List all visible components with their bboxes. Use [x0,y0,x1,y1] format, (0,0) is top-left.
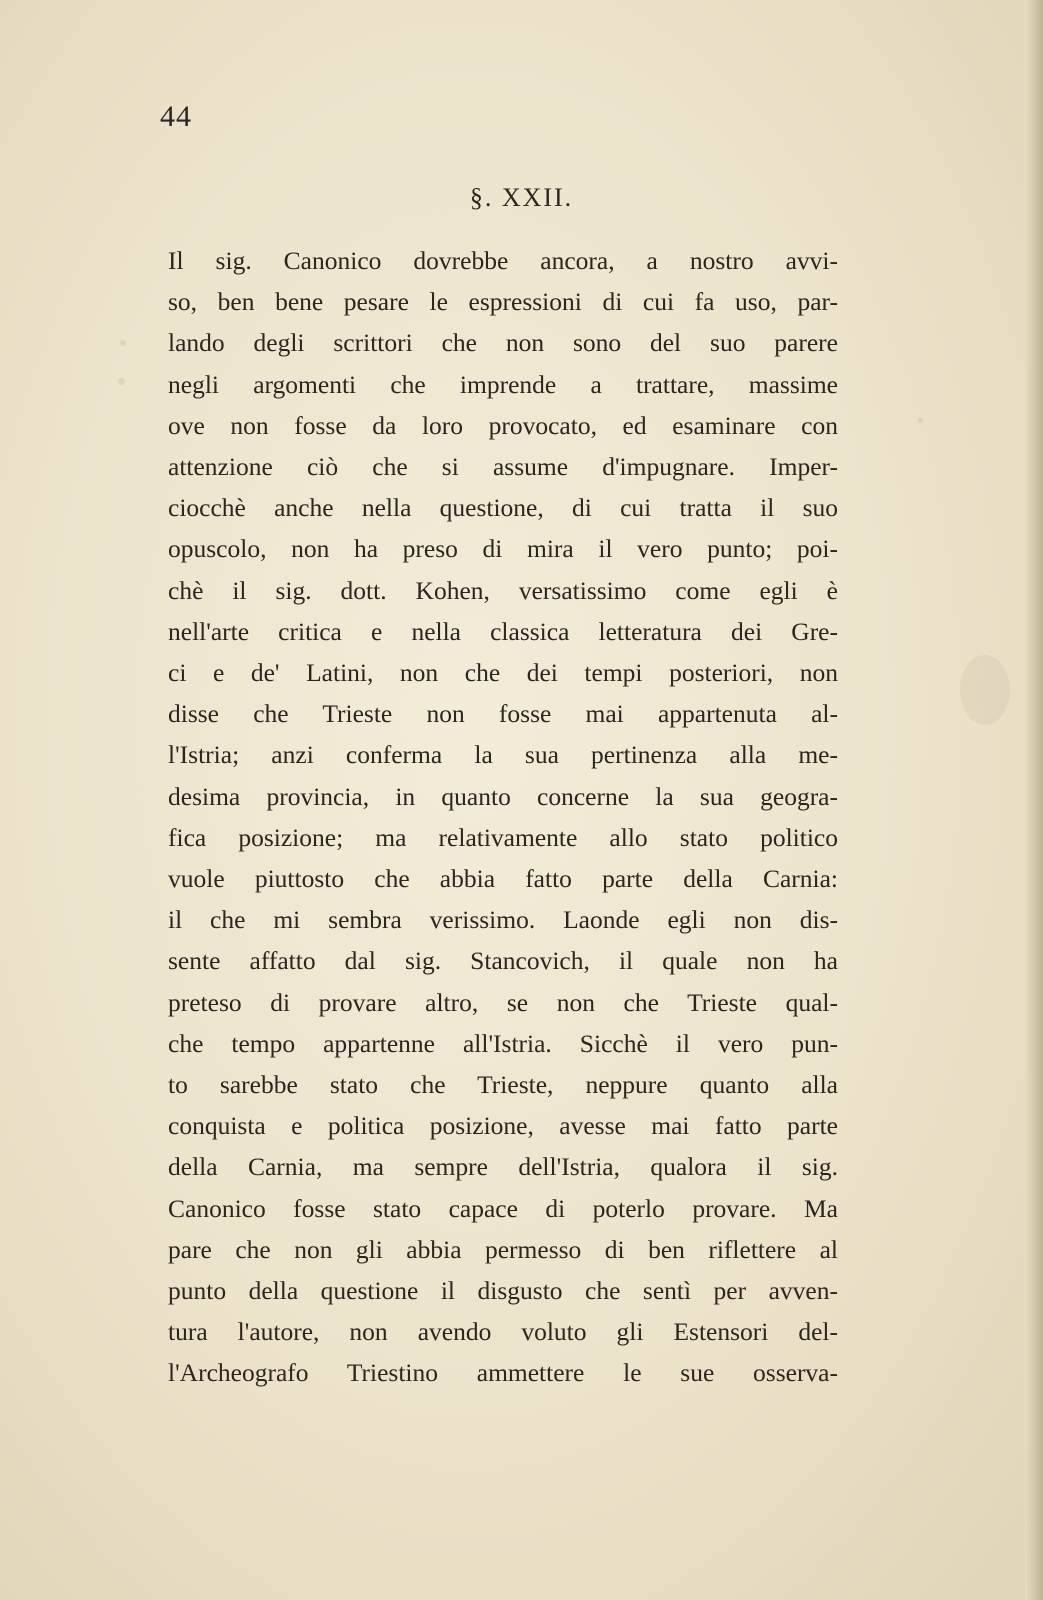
text-line: attenzione ciò che si assume d'impugnare. Imper- [168,452,838,482]
ink-spot [118,378,125,385]
text-line: nell'arte critica e nella classica letteratura dei Gre- [168,616,838,646]
text-line: so, ben bene pesare le espressioni di cui fa uso, par- [168,287,838,317]
text-line: Il sig. Canonico dovrebbe ancora, a nostro avvi- [168,246,838,275]
ink-spot [918,418,923,423]
text-line: pare che non gli abbia permesso di ben riflettere al [168,1234,838,1264]
text-line: ove non fosse da loro provocato, ed esaminare con [168,410,838,440]
text-line: fica posizione; ma relativamente allo stato politico [168,822,838,852]
text-line: conquista e politica posizione, avesse mai fatto parte [168,1111,838,1141]
text-line: opuscolo, non ha preso di mira il vero punto; poi- [168,534,838,564]
text-line: ciocchè anche nella questione, di cui tratta il suo [168,493,838,523]
text-line: della Carnia, ma sempre dell'Istria, qualora il sig. [168,1152,838,1182]
body-text [168,240,838,1394]
text-line: to sarebbe stato che Trieste, neppure quanto alla [168,1070,838,1100]
paper-stain [960,655,1010,725]
text-line: vuole piuttosto che abbia fatto parte della Carnia: [168,864,838,894]
text-line: lando degli scrittori che non sono del suo parere [168,328,838,358]
text-line: preteso di provare altro, se non che Trieste qual- [168,987,838,1017]
text-line: l'Archeografo Triestino ammettere le sue osserva- [168,1358,838,1388]
text-line: tura l'autore, non avendo voluto gli Estensori del- [168,1317,838,1347]
text-line: che tempo appartenne all'Istria. Sicchè il vero pun- [168,1028,838,1058]
page-edge [1025,0,1043,1600]
text-line: negli argomenti che imprende a trattare, massime [168,369,838,399]
text-line: disse che Trieste non fosse mai appartenuta al- [168,699,838,729]
text-line: l'Istria; anzi conferma la sua pertinenza alla me- [168,740,838,770]
text-line: ci e de' Latini, non che dei tempi posteriori, non [168,658,838,688]
text-line: Canonico fosse stato capace di poterlo provare. Ma [168,1193,838,1223]
text-line: punto della questione il disgusto che sentì per avven- [168,1276,838,1306]
text-line: desima provincia, in quanto concerne la sua geogra- [168,781,838,811]
page-number: 44 [160,100,192,133]
text-line: chè il sig. dott. Kohen, versatissimo come egli è [168,575,838,605]
text-line: il che mi sembra verissimo. Laonde egli non dis- [168,905,838,935]
ink-spot [120,340,126,346]
text-line: sente affatto dal sig. Stancovich, il quale non ha [168,946,838,976]
section-heading: §. XXII. [469,183,574,212]
